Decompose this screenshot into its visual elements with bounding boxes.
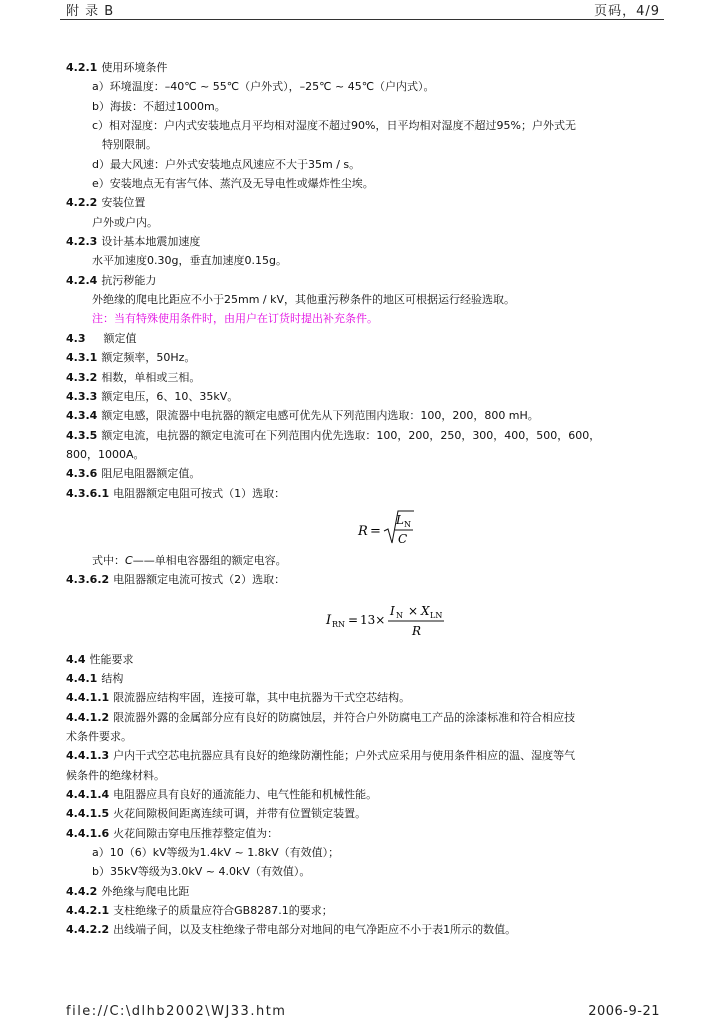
text-line (66, 213, 664, 232)
clause-text: b）海拔：不超过1000m。 (92, 99, 226, 113)
clause-text: 800，1000A。 (66, 447, 145, 461)
clause-text: 结构 (101, 671, 124, 685)
text-line (66, 116, 664, 135)
file-path: file://C:\dlhb2002\WJ33.htm (66, 1004, 287, 1019)
clause-number: 4.4.1.5 (66, 807, 110, 821)
clause-4-3-6-2: 4.3.6.2 电阻器额定电流可按式（2）选取： (66, 573, 286, 587)
clause-number: 4.4.1 (66, 671, 98, 685)
svg-text:LN: LN (430, 610, 443, 620)
clause-heading (66, 484, 664, 503)
clause-heading (66, 368, 664, 387)
clause-text: 支柱绝缘子的质量应符合GB8287.1的要求； (113, 904, 333, 918)
clause-heading (66, 348, 664, 367)
clause-text: 术条件要求。 (66, 729, 132, 743)
clause-text: 火花间隙击穿电压推荐整定值为： (113, 826, 279, 840)
clause-text: 注：当有特殊使用条件时，由用户在订货时提出补充条件。 (92, 312, 378, 326)
clause-number: 4.4.2 (66, 884, 98, 898)
clause-heading (66, 387, 664, 406)
clause-heading (66, 785, 664, 804)
clause-heading (66, 669, 664, 688)
svg-text:RN: RN (332, 619, 346, 629)
clause-number: 4.3.6 (66, 467, 98, 481)
page-header-left: 附 录 B (66, 4, 115, 19)
clause-number: 4.3.4 (66, 409, 98, 423)
clause-heading (66, 824, 664, 843)
clause-text: 额定值 (103, 331, 137, 345)
clause-text: 电阻器额定电阻可按式（1）选取： (113, 486, 286, 500)
clause-number: 4.3.1 (66, 351, 98, 365)
svg-text:=: = (370, 523, 381, 539)
clause-text: 使用环境条件 (101, 61, 168, 74)
svg-text:N: N (396, 610, 403, 620)
clause-text: a）10（6）kV等级为1.4kV ~ 1.8kV（有效值）； (92, 846, 340, 860)
svg-text:R: R (412, 623, 422, 638)
clause-text: 额定电压，6、10、35kV。 (101, 389, 239, 403)
clause-text: 出线端子间，以及支柱绝缘子带电部分对地间的电气净距应不小于表1所示的数值。 (113, 923, 517, 937)
section-4-4 (66, 650, 664, 940)
clause-text: 设计基本地震加速度 (101, 235, 201, 249)
section-4-2-4-3 (66, 58, 664, 503)
text-line (66, 445, 664, 464)
clause-text: 额定频率，50Hz。 (101, 351, 196, 365)
text-line (66, 174, 664, 193)
clause-heading (66, 901, 664, 920)
svg-text:×: × (408, 603, 419, 618)
clause-text: 限流器应结构牢固，连接可靠，其中电抗器为干式空芯结构。 (113, 691, 411, 705)
clause-text: d）最大风速：户外式安装地点风速应不大于35m / s。 (92, 157, 361, 171)
clause-heading (66, 746, 664, 765)
svg-text:=: = (348, 612, 359, 627)
clause-heading (66, 650, 664, 669)
clause-number: 4.2.1 (66, 61, 98, 74)
clause-heading (66, 882, 664, 901)
clause-number: 4.4.1.3 (66, 749, 110, 763)
clause-heading (66, 804, 664, 823)
text-line (66, 309, 664, 328)
clause-number: 4.4.1.6 (66, 826, 110, 840)
clause-text: c）相对湿度：户内式安装地点月平均相对湿度不超过90%，日平均相对湿度不超过95%；户外式无 (92, 119, 576, 133)
formula1-den: C (398, 531, 408, 546)
text-line (66, 766, 664, 785)
clause-heading (66, 406, 664, 425)
clause-text: 阻尼电阻器额定值。 (101, 467, 201, 481)
print-date: 2006-9-21 (588, 1004, 660, 1019)
text-line (66, 97, 664, 116)
clause-heading (66, 464, 664, 483)
clause-text: 安装位置 (101, 196, 146, 210)
text-line (66, 155, 664, 174)
clause-heading (66, 232, 664, 251)
clause-text: 电阻器应具有良好的通流能力、电气性能和机械性能。 (113, 788, 378, 801)
formula2-coef: 13× (360, 612, 386, 627)
page-number: 页码，4/9 (594, 4, 660, 19)
clause-number: 4.2.4 (66, 273, 98, 287)
clause-text: 额定电流，电抗器的额定电流可在下列范围内优先选取：100，200，250，300，400，500，600， (101, 428, 601, 442)
clause-number: 4.4.1.1 (66, 691, 110, 705)
clause-heading (66, 920, 664, 939)
clause-number: 4.3.2 (66, 370, 98, 384)
header-divider (60, 19, 664, 20)
clause-text: 性能要求 (89, 652, 134, 666)
clause-number: 4.2.2 (66, 196, 98, 210)
where-line: 式中：C——单相电容器组的额定电容。 (92, 553, 287, 567)
text-line (66, 290, 664, 309)
clause-heading (66, 329, 664, 348)
clause-number: 4.3.3 (66, 389, 98, 403)
clause-text: 相数，单相或三相。 (101, 370, 201, 384)
formula1-lhs: R (358, 523, 368, 539)
formula-2 (66, 590, 664, 644)
clause-text: 外绝缘与爬电比距 (101, 884, 190, 898)
clause-number: 4.4 (66, 652, 86, 666)
svg-text:X: X (421, 603, 430, 618)
formula1-num-sub: N (404, 519, 411, 529)
clause-number: 4.4.2.1 (66, 904, 110, 918)
clause-text: a）环境温度：–40℃ ~ 55℃（户外式），–25℃ ~ 45℃（户内式）。 (92, 80, 435, 94)
clause-heading (66, 58, 664, 77)
clause-text: 候条件的绝缘材料。 (66, 768, 165, 782)
clause-number: 4.2.3 (66, 235, 98, 249)
clause-number: 4.3.5 (66, 428, 98, 442)
clause-heading (66, 193, 664, 212)
clause-text: b）35kV等级为3.0kV ~ 4.0kV（有效值）。 (92, 865, 311, 879)
clause-text: 外绝缘的爬电比距应不小于25mm / kV，其他重污秽条件的地区可根据运行经验选取。 (92, 293, 516, 307)
clause-heading (66, 708, 664, 727)
clause-heading (66, 688, 664, 707)
formula-1 (66, 503, 664, 551)
clause-text: 火花间隙极间距离连续可调，并带有位置锁定装置。 (113, 807, 367, 821)
svg-text:I: I (390, 603, 395, 618)
text-line (66, 135, 664, 154)
formula2-lhs: I (326, 612, 332, 628)
clause-heading (66, 271, 664, 290)
clause-text: 特别限制。 (102, 138, 157, 152)
clause-heading (66, 426, 664, 445)
clause-number: 4.4.2.2 (66, 923, 110, 937)
text-line (66, 251, 664, 270)
clause-number: 4.4.1.4 (66, 788, 110, 801)
text-line (66, 843, 664, 862)
text-line (66, 727, 664, 746)
text-line (66, 77, 664, 96)
document-body (66, 58, 664, 940)
clause-text: 抗污秽能力 (101, 273, 157, 287)
formula1-num: L (396, 512, 404, 527)
clause-text: 户内干式空芯电抗器应具有良好的绝缘防潮性能；户外式应采用与使用条件相应的温、湿度等气 (113, 749, 576, 763)
clause-text: e）安装地点无有害气体、蒸汽及无导电性或爆炸性尘埃。 (92, 177, 374, 191)
clause-text: 水平加速度0.30g，垂直加速度0.15g。 (92, 254, 287, 268)
clause-text: 户外或户内。 (92, 215, 158, 229)
clause-text: 额定电感，限流器中电抗器的额定电感可优先从下列范围内选取：100，200，800 mH。 (101, 409, 539, 423)
clause-number: 4.4.1.2 (66, 710, 110, 724)
text-line (66, 862, 664, 881)
clause-number: 4.3 (66, 331, 86, 345)
clause-text: 限流器外露的金属部分应有良好的防腐蚀层，并符合户外防腐电工产品的涂漆标准和符合相应技 (113, 710, 576, 724)
clause-number: 4.3.6.1 (66, 486, 110, 500)
